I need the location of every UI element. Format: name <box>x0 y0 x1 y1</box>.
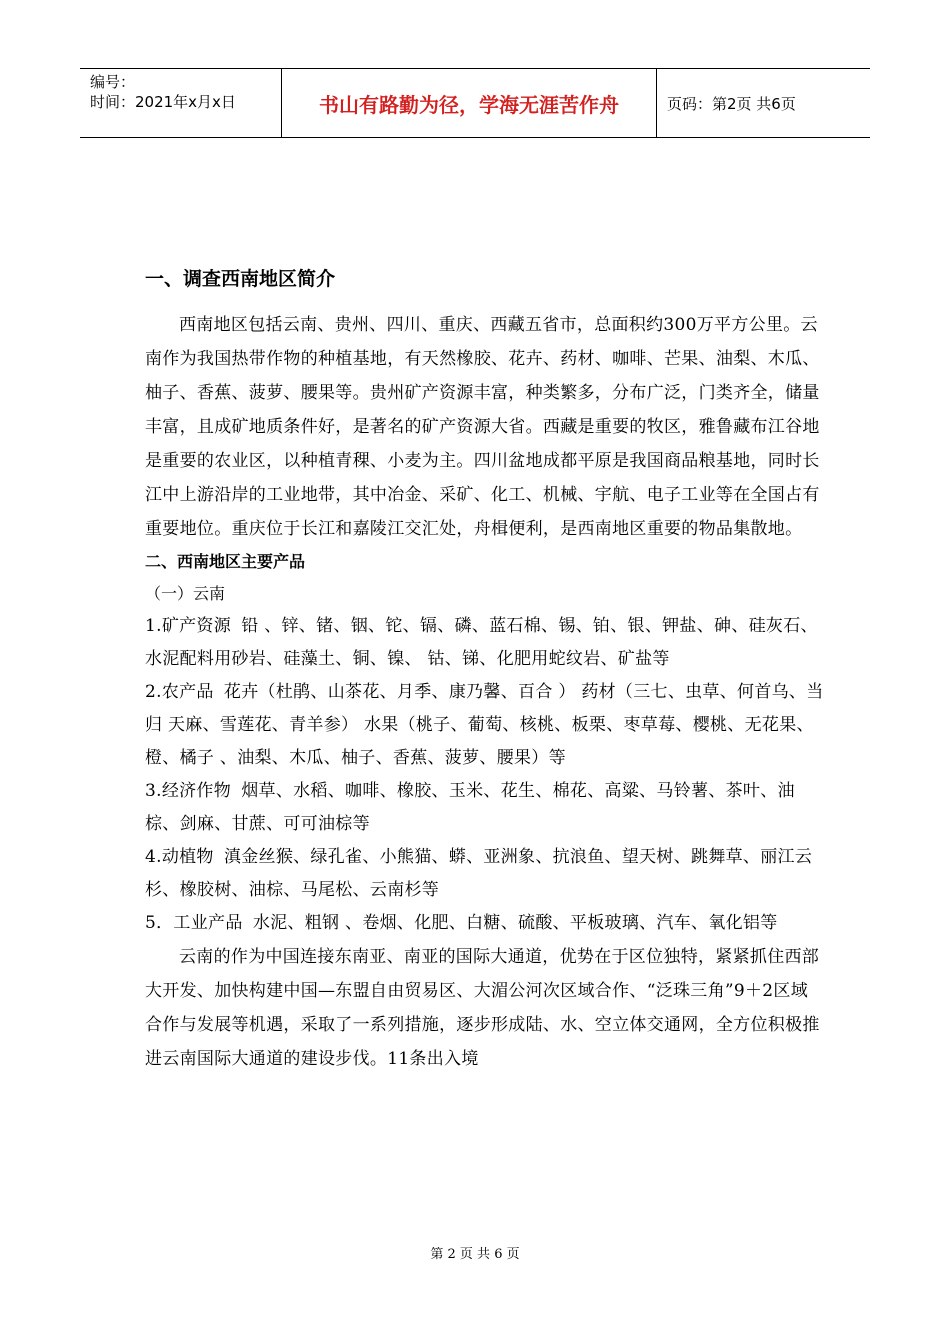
list-item-agriculture <box>145 676 825 775</box>
header-page-info: 页码：第2页 共6页 <box>667 94 796 113</box>
list-item-label: 4.动植物 <box>145 847 214 867</box>
header-meta-cell <box>80 69 282 137</box>
list-item-text: 水泥、粗钢 、卷烟、化肥、白糖、硫酸、平板玻璃、汽车、氧化铝等 <box>252 913 778 933</box>
list-item-text: 滇金丝猴、绿孔雀、小熊猫、蟒、亚洲象、抗浪鱼、望天树、跳舞草、丽江云杉、橡胶树、油棕、马尾松、云南杉等 <box>145 847 813 900</box>
page-header <box>80 68 870 138</box>
header-motto: 书山有路勤为径，学海无涯苦作舟 <box>282 69 657 137</box>
list-item-minerals <box>145 610 825 676</box>
list-item-text: 花卉（杜鹃、山茶花、月季、康乃馨、百合 ） 药材（三七、虫草、何首乌、当归 天麻、雪莲花、青羊参） 水果（桃子、葡萄、核桃、板栗、枣草莓、樱桃、无花果、橙、橘子 、油梨、木瓜、柚子、香蕉、菠萝、腰果）等 <box>145 682 824 768</box>
list-item-text: 铅 、锌、锗、铟、铊、镉、磷、蓝石棉、锡、铂、银、钾盐、砷、硅灰石、水泥配料用砂岩、硅藻土、铜、镍、 钴、锑、化肥用蛇纹岩、矿盐等 <box>145 616 818 669</box>
section-1-paragraph: 西南地区包括云南、贵州、四川、重庆、西藏五省市，总面积约300万平方公里。云南作为我国热带作物的种植基地，有天然橡胶、花卉、药材、咖啡、芒果、油梨、木瓜、柚子、香蕉、菠萝、腰果等。贵州矿产资源丰富，种类繁多，分布广泛，门类齐全，储量丰富，且成矿地质条件好，是著名的矿产资源大省。西藏是重要的牧区，雅鲁藏布江谷地是重要的农业区，以种植青稞、小麦为主。四川盆地成都平原是我国商品粮基地，同时长江中上游沿岸的工业地带，其中冶金、采矿、化工、机械、宇航、电子工业等在全国占有重要地位。重庆位于长江和嘉陵江交汇处，舟楫便利，是西南地区重要的物品集散地。 <box>145 315 820 539</box>
list-item-label: 3.经济作物 <box>145 781 232 801</box>
section-2-heading: 二、西南地区主要产品 <box>145 552 306 571</box>
list-item-flora-fauna <box>145 841 825 907</box>
document-time-label: 时间：2021年x月x日 <box>90 93 236 111</box>
list-item-text: 烟草、水稻、咖啡、橡胶、玉米、花生、棉花、高粱、马铃薯、茶叶、油棕、剑麻、甘蔗、可可油棕等 <box>145 781 795 834</box>
subsection-yunnan-heading: （一）云南 <box>145 584 226 603</box>
page-footer: 第 2 页 共 6 页 <box>430 1247 520 1262</box>
document-number-label: 编号： <box>90 73 136 91</box>
list-item-label: 2.农产品 <box>145 682 214 702</box>
section-2-closing-paragraph: 云南的作为中国连接东南亚、南亚的国际大通道，优势在于区位独特，紧紧抓住西部大开发、加快构建中国—东盟自由贸易区、大湄公河次区域合作、“泛珠三角”9＋2区域合作与发展等机遇，采取了一系列措施，逐步形成陆、水、空立体交通网，全方位积极推进云南国际大通道的建设步伐。11条出入境 <box>145 947 820 1069</box>
list-item-cash-crops <box>145 775 825 841</box>
list-item-label: 5．工业产品 <box>145 913 243 933</box>
list-item-industrial <box>145 907 825 940</box>
list-item-label: 1.矿产资源 <box>145 616 232 636</box>
document-body <box>145 262 825 1076</box>
section-1-heading: 一、调查西南地区简介 <box>145 268 336 290</box>
